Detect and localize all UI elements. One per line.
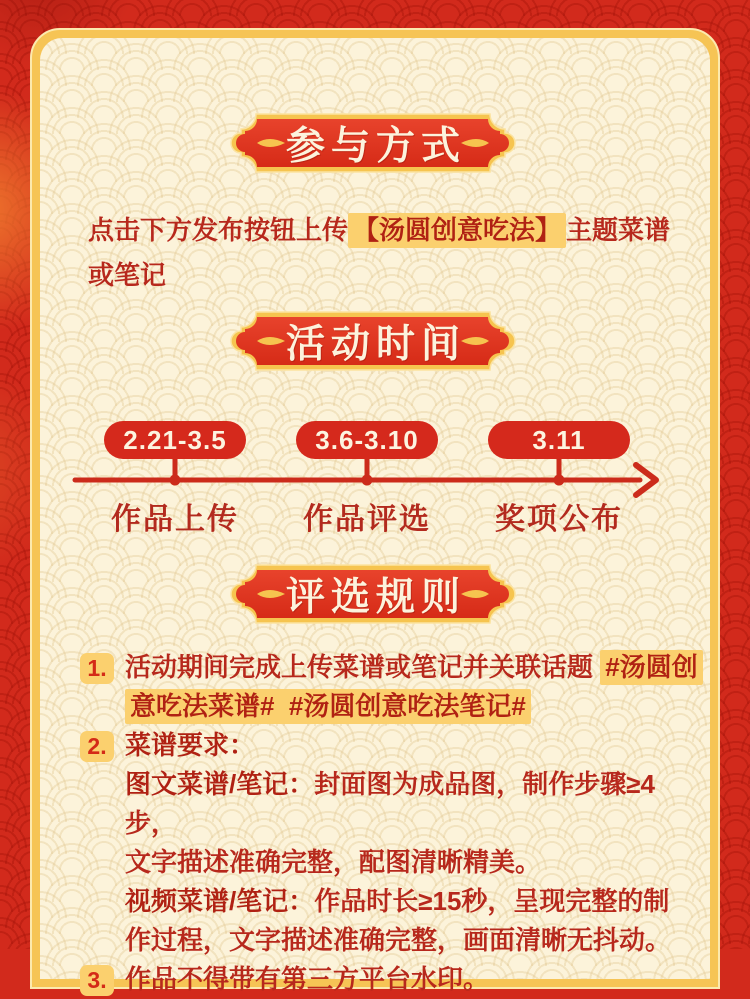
text-segment: 菜谱要求：	[125, 730, 256, 760]
milestone-label: 作品上传	[111, 502, 239, 537]
rule-item	[80, 648, 706, 726]
rule-item	[80, 960, 706, 999]
event-card	[30, 28, 720, 994]
text-line	[88, 208, 713, 253]
rule-number-badge: 2.	[80, 731, 114, 762]
section-banner-schedule	[231, 310, 515, 372]
banner-title: 参与方式	[285, 123, 466, 169]
date-pill	[296, 421, 438, 459]
date-pill-text: 3.6-3.10	[315, 424, 419, 455]
date-pill-text: 3.11	[532, 424, 586, 455]
text-segment: 主题菜谱	[566, 215, 671, 245]
text-segment: 图文菜谱/笔记：	[125, 769, 315, 799]
rule-item	[80, 726, 706, 960]
text-segment: 封面图为成品图，制作步骤≥4步，	[125, 769, 655, 838]
text-line	[125, 921, 706, 960]
section-banner-rules	[231, 563, 515, 625]
text-line	[125, 765, 706, 843]
banner-title: 评选规则	[285, 574, 466, 620]
text-segment: 活动期间完成上传菜谱或笔记并关联话题	[125, 652, 601, 682]
text-segment: 作过程，文字描述准确完整，画面清晰无抖动。	[125, 925, 672, 955]
text-segment: 点击下方发布按钮上传	[88, 215, 349, 245]
rule-text	[125, 960, 706, 999]
rule-text	[125, 726, 706, 960]
text-segment: 作品不得带有第三方平台水印。	[125, 964, 490, 994]
rule-number-badge: 1.	[80, 653, 114, 684]
text-line	[125, 960, 706, 999]
section-banner-participation	[231, 112, 515, 174]
banner-title: 活动时间	[285, 321, 466, 367]
event-card-inner	[40, 38, 710, 994]
text-line	[125, 687, 706, 726]
text-line	[125, 726, 706, 765]
schedule-timeline	[40, 418, 706, 553]
date-pill-text: 2.21-3.5	[123, 424, 227, 455]
text-segment: 视频菜谱/笔记：	[125, 886, 315, 916]
rules-list	[40, 648, 706, 999]
milestone-label: 奖项公布	[495, 502, 623, 537]
participation-intro-text	[88, 208, 713, 298]
text-segment: 或笔记	[88, 260, 167, 290]
date-pill	[104, 421, 246, 459]
rule-text	[125, 648, 706, 726]
rule-number-badge: 3.	[80, 965, 114, 996]
text-line	[125, 882, 706, 921]
highlighted-text: 【汤圆创意吃法】	[348, 213, 566, 248]
highlighted-text: 意吃法菜谱# #汤圆创意吃法笔记#	[125, 689, 531, 724]
text-line	[125, 843, 706, 882]
text-segment: 作品时长≥15秒，呈现完整的制	[314, 886, 670, 916]
text-line	[125, 648, 706, 687]
text-line	[88, 253, 713, 298]
text-segment: 文字描述准确完整，配图清晰精美。	[125, 847, 542, 877]
date-pill	[488, 421, 630, 459]
milestone-label: 作品评选	[303, 502, 431, 537]
highlighted-text: #汤圆创	[600, 650, 702, 685]
